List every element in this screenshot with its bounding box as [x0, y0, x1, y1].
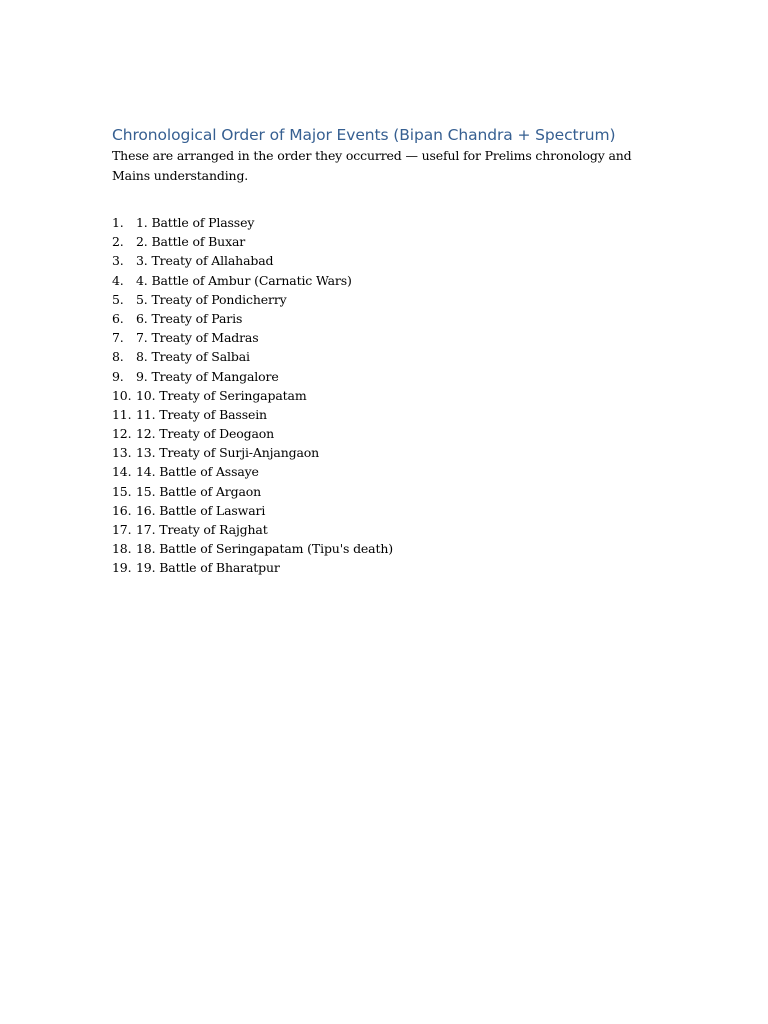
event-list-text: 5. Treaty of Pondicherry [136, 291, 287, 307]
event-list-text: 19. Battle of Bharatpur [136, 560, 280, 576]
event-list-text: 8. Treaty of Salbai [136, 349, 250, 365]
event-list-text: 13. Treaty of Surji-Anjangaon [136, 445, 320, 461]
event-list-item [112, 386, 657, 405]
event-list-text: 2. Battle of Buxar [136, 234, 246, 250]
event-list-text: 16. Battle of Laswari [136, 502, 266, 518]
event-list-number: 18. [112, 541, 132, 557]
event-list-text: 17. Treaty of Rajghat [136, 522, 268, 537]
event-list-text: 1. Battle of Plassey [136, 215, 255, 230]
event-list-text: 6. Treaty of Paris [136, 310, 243, 326]
event-list-item [112, 367, 657, 386]
event-list-number: 6. [112, 310, 124, 326]
intro-paragraph: These are arranged in the order they occurred — useful for Prelims chronology and Mains understanding. [112, 148, 632, 183]
event-list-item [112, 232, 657, 251]
event-list-item [112, 424, 657, 443]
event-list-item [112, 290, 657, 309]
event-list-item [112, 347, 657, 366]
event-list-number: 19. [112, 560, 132, 576]
event-list-number: 3. [112, 253, 124, 269]
event-list-text: 14. Battle of Assaye [136, 464, 259, 480]
event-list-number: 14. [112, 464, 132, 480]
event-list-text: 7. Treaty of Madras [136, 330, 259, 346]
event-list-text: 10. Treaty of Seringapatam [136, 387, 307, 403]
document-title: Chronological Order of Major Events (Bipan Chandra + Spectrum) [112, 126, 616, 144]
event-list-text: 4. Battle of Ambur (Carnatic Wars) [136, 272, 352, 288]
event-list-number: 7. [112, 330, 124, 346]
event-list-number: 1. [112, 215, 124, 230]
event-list-item [112, 309, 657, 328]
event-list-item [112, 405, 657, 424]
events-list [112, 213, 657, 578]
event-list-item [112, 251, 657, 270]
event-list-item [112, 443, 657, 462]
event-list-number: 16. [112, 502, 132, 518]
event-list-number: 15. [112, 483, 132, 499]
event-list-text: 9. Treaty of Mangalore [136, 368, 279, 384]
event-list-item [112, 328, 657, 347]
event-list-text: 12. Treaty of Deogaon [136, 426, 275, 442]
event-list-item [112, 558, 657, 577]
event-list-number: 13. [112, 445, 132, 461]
event-list-item [112, 213, 657, 232]
event-list-item [112, 462, 657, 481]
event-list-number: 9. [112, 368, 124, 384]
event-list-item [112, 539, 657, 558]
event-list-item [112, 271, 657, 290]
event-list-number: 12. [112, 426, 132, 442]
event-list-text: 11. Treaty of Bassein [136, 406, 267, 422]
event-list-text: 3. Treaty of Allahabad [136, 253, 274, 269]
event-list-number: 4. [112, 272, 124, 288]
event-list-number: 17. [112, 522, 132, 537]
event-list-number: 2. [112, 234, 124, 250]
event-list-number: 10. [112, 387, 132, 403]
document-body [112, 124, 657, 578]
event-list-number: 5. [112, 291, 124, 307]
event-list-number: 11. [112, 406, 132, 422]
event-list-number: 8. [112, 349, 124, 365]
event-list-text: 18. Battle of Seringapatam (Tipu's death) [136, 541, 393, 557]
event-list-item [112, 501, 657, 520]
event-list-item [112, 482, 657, 501]
event-list-text: 15. Battle of Argaon [136, 483, 262, 499]
event-list-item [112, 520, 657, 539]
